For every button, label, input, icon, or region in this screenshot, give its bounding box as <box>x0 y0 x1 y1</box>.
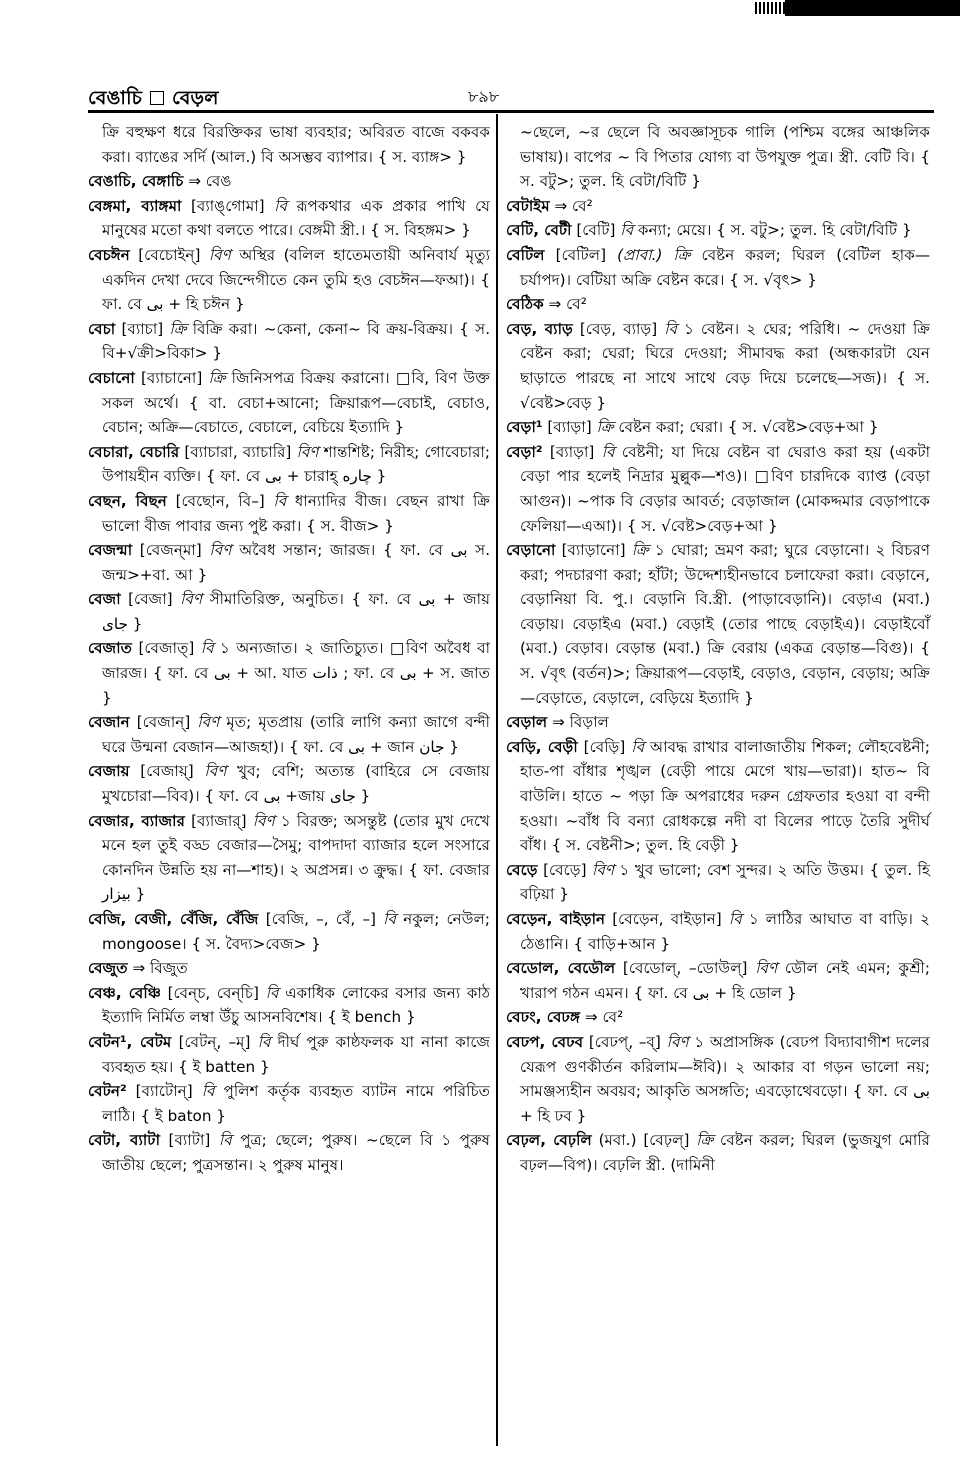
part-of-speech: বিণ <box>180 590 203 609</box>
pronunciation: [ব্যাচানো] <box>140 368 203 387</box>
headword: বেচানো <box>88 368 135 387</box>
part-of-speech: ক্রি <box>696 1131 714 1150</box>
part-of-speech: বি <box>201 1082 215 1101</box>
part-of-speech: বি <box>620 221 634 240</box>
definition: মৃত; মৃতপ্রায় (তারি লাগি কন্যা জাগে বন্দী ঘরে উন্মনা বেজান—আজহা)। { ফা. বে بی + জান جان } <box>102 713 491 756</box>
dictionary-entry <box>88 440 490 489</box>
dictionary-entry <box>88 169 490 194</box>
headword: বেজান <box>88 713 130 732</box>
part-of-speech: ক্রি <box>208 368 226 387</box>
headword: বেঙ্গমা, ব্যাঙ্গমা <box>88 196 182 215</box>
headword: বেটি, বেটী <box>506 221 572 240</box>
pronunciation: [ব্যাজার্‌] <box>191 811 247 830</box>
dictionary-entry <box>88 636 490 710</box>
definition: শান্তশিষ্ট; নিরীহ; গোবেচারা; উপায়হীন ব্যক্তি। { ফা. বে بی + চারাহ্‌ چاره } <box>102 442 491 486</box>
definition: ⇒ বে² <box>548 295 587 314</box>
dictionary-entry <box>88 489 490 538</box>
dictionary-entry <box>506 292 930 317</box>
headword: বেড়, ব্যাড় <box>506 319 573 338</box>
part-of-speech: বি <box>383 910 396 928</box>
dictionary-entry <box>506 194 930 219</box>
definition: ধান্যাদির বীজ। বেছন রাখা ক্রি ভালো বীজ পাবার জন্য পুষ্ট করা। { স. বীজ> } <box>102 491 490 535</box>
definition: কন্যা; মেয়ে। { স. বটু>; তুল. হি বেটা/বিটি } <box>637 221 912 240</box>
headword: বেজাত <box>88 639 133 658</box>
dictionary-entry <box>506 858 930 907</box>
headword: বেঠিক <box>506 295 544 314</box>
pronunciation: [বেজি, –, বেঁ, –] <box>265 910 376 928</box>
headword: বেডোল, বেডৌল <box>506 959 616 978</box>
scan-artifact-fade <box>755 2 785 14</box>
pronunciation: [বেডোল্‌, –ডোউল্‌] <box>622 959 748 978</box>
part-of-speech: বি <box>631 737 645 756</box>
dictionary-entry <box>506 710 930 735</box>
definition: পুলিশ কর্তৃক ব্যবহৃত ব্যাটন নামে পরিচিত লাঠি। { ই baton } <box>102 1082 491 1125</box>
pronunciation: [ব্যাচা] <box>121 319 164 338</box>
pronunciation: [বেজান্‌] <box>136 713 191 732</box>
pronunciation: [ব্যাটা] <box>168 1131 211 1150</box>
page-number: ৮৯৮ <box>468 87 500 106</box>
pronunciation: [ব্যাটোন্‌] <box>135 1082 193 1101</box>
dictionary-entry <box>88 243 490 317</box>
part-of-speech: বি <box>728 910 742 928</box>
definition: ১ বেষ্টন। ২ ঘের; পরিধি। ~ দেওয়া ক্রি বেষ্টন করা; ঘেরা; ঘিরে দেওয়া; সীমাবদ্ধ করা (অন্ধকারটা যেন ছাড়াতে পারছে না সাথে সাথে বেড় দিয়ে চলেছে—সজ)। { স. √বেষ্ট>বেড় } <box>520 319 931 412</box>
dictionary-entry <box>506 735 930 858</box>
part-of-speech: ক্রি <box>169 319 187 338</box>
definition: ১ বিরক্ত; অসন্তুষ্ট (তোর মুখ দেখে মনে হল তুই বড্ড বেজার—সৈমু; বাপদাদা ব্যাজার হলে সংসারে কোনদিন উন্নতি হয় না—শাহ)। ২ অপ্রসন্ন। ৩ ক্রুদ্ধ। { ফা. বেজার بیزار } <box>102 811 491 904</box>
pronunciation: [ব্যাড়া] <box>547 418 592 437</box>
dictionary-entry <box>506 956 930 1005</box>
headword: বেঢপ, বেঢব <box>506 1032 584 1051</box>
header-rule <box>88 110 934 113</box>
headword: বেজায় <box>88 762 130 781</box>
part-of-speech: (প্রাবা.) ক্রি <box>617 245 691 264</box>
definition: ⇒ বিড়াল <box>552 713 609 732</box>
definition: অস্থির (বলিল হাতেমতায়ী অনিবার্য মৃত্যু একদিন দেখা দেবে জিন্দেগীতে কেন তুমি হও বেচঈন—ফআ)। { ফা. বে بی + হি চঈন } <box>102 245 491 314</box>
scan-artifact <box>785 0 960 16</box>
headword: বেড়ে <box>506 860 538 879</box>
dictionary-entry <box>506 243 930 292</box>
part-of-speech: বিণ <box>666 1032 689 1051</box>
headword: বেটন¹, বেটম <box>88 1032 172 1051</box>
part-of-speech: বিণ <box>197 713 220 732</box>
part-of-speech: বি <box>265 983 279 1002</box>
pronunciation: [বেছোন, বি–] <box>175 491 265 510</box>
dictionary-entry <box>88 538 490 587</box>
dictionary-entry <box>506 907 930 956</box>
dictionary-entry <box>506 1030 930 1128</box>
guide-word-first: বেঙাচি <box>88 87 143 109</box>
pronunciation: [বেড়ি] <box>583 737 626 756</box>
dictionary-entry <box>88 1128 490 1177</box>
part-of-speech: বি <box>664 319 678 338</box>
pronunciation: [ব্যাঙ্‌গোমা] <box>190 196 265 215</box>
definition: ক্রি বহুক্ষণ ধরে বিরক্তিকর ভাষা ব্যবহার; অবিরত বাজে বকবক করা। ব্যাঙের সর্দি (আল.) বি অসম্ভব ব্যাপার। { স. ব্যাঙ্গ> } <box>102 123 490 166</box>
pronunciation: [বেড়, ব্যাড়] <box>579 319 658 338</box>
headword: বেজা <box>88 590 121 609</box>
pronunciation: [বেটন্‌, –ম্‌] <box>178 1032 251 1051</box>
dictionary-entry <box>88 194 490 243</box>
pronunciation: [বেচোইন্‌] <box>138 245 201 264</box>
definition: আবদ্ধ রাখার বালাজাতীয় শিকল; লৌহবেষ্টনী; হাত-পা বাঁধার শৃঙ্খল (বেড়ী পায়ে মেগে খায়—ভারা)। হাত~ বি বাউলি। হাতে ~ পড়া ক্রি অপরাধের দরুন গ্রেফতার হওয়া বা বন্দী হওয়া। ~বাঁধ বি বন্যা রোধকল্পে নদী বা বিলের পাড়ে তৈরি সুদীর্ঘ বাঁধ। { স. বেষ্টনী>; তুল. হি বেড়ী } <box>520 737 930 855</box>
entry-continuation <box>506 120 930 194</box>
headword: বেড়া² <box>506 442 543 461</box>
definition: দীর্ঘ পুরু কাষ্ঠফলক যা নানা কাজে ব্যবহৃত হয়। { ই batten } <box>102 1032 491 1076</box>
pronunciation: [বেজা] <box>128 590 173 609</box>
definition: ⇒ বেঙ <box>188 172 232 191</box>
guide-word-last: বেড়ল <box>172 87 219 109</box>
headword: বেচা <box>88 319 116 338</box>
headword: বেটাইম <box>506 196 550 215</box>
headword: বেটন² <box>88 1082 127 1101</box>
definition: নকুল; নেউল; mongoose। { স. বৈদ্য>বেজ> } <box>102 910 490 953</box>
dictionary-entry <box>88 956 490 981</box>
part-of-speech: ক্রি <box>631 541 649 560</box>
definition: বেষ্টন করা; ঘেরা। { স. √বেষ্ট>বেড়+আ } <box>618 418 879 437</box>
headword: বেড়েন, বাইড়ান <box>506 910 606 928</box>
dictionary-entry <box>506 317 930 415</box>
definition: বিক্রি করা। ~কেনা, কেনা~ বি ক্রয়-বিক্রয়। { স. বি+√ক্রী>বিকা> } <box>102 319 491 363</box>
definition: বেষ্টন করল; ঘিরল (বেটিল হাক—চর্যাপদ)। বেটিয়া অক্রি বেষ্টন করে। { স. √বৃৎ> } <box>520 245 931 289</box>
pronunciation: [বেটিল] <box>555 245 607 264</box>
headword: বেজি, বেজী, বেঁজি, বেঁজি <box>88 910 259 928</box>
part-of-speech: বিণ <box>755 959 778 978</box>
pronunciation: [বেজাত্‌] <box>138 639 195 658</box>
definition: ~ছেলে, ~র ছেলে বি অবজ্ঞাসূচক গালি (পশ্চিম বঙ্গের আঞ্চলিক ভাষায়)। বাপের ~ বি পিতার যোগ্য বা উপযুক্ত পুত্র। স্ত্রী. বেটি বি। { স. বটু>; তুল. হি বেটা/বিটি } <box>520 123 930 191</box>
dictionary-entry <box>88 366 490 440</box>
definition: সীমাতিরিক্ত, অনুচিত। { ফা. বে بی + জায় جای } <box>102 590 491 633</box>
right-column <box>506 120 930 1178</box>
headword: বেচারা, বেচারি <box>88 442 180 461</box>
definition: পুত্র; ছেলে; পুরুষ। ~ছেলে বি ১ পুরুষ জাতীয় ছেলে; পুত্রসন্তান। ২ পুরুষ মানুষ। <box>102 1131 491 1174</box>
headword: বেড়াল <box>506 713 548 732</box>
dictionary-entry <box>506 218 930 243</box>
box-separator-icon <box>150 91 164 105</box>
definition: বেষ্টন করল; ঘিরল (ভুজযুগ মোরি বঢ়ল—বিপ)। বেঢ়লি স্ত্রী. (দামিনী <box>520 1131 931 1174</box>
headword: বেড়ানো <box>506 541 556 560</box>
part-of-speech: বিণ <box>209 541 232 560</box>
dictionary-entry <box>88 587 490 636</box>
dictionary-entry <box>506 1005 930 1030</box>
pronunciation: [বেড়েন, বাইড়ান] <box>612 910 722 928</box>
part-of-speech: বি <box>218 1131 232 1150</box>
page-header <box>88 84 928 108</box>
headword: বেড়া¹ <box>506 418 543 437</box>
definition: ⇒ বিজুত <box>132 959 188 978</box>
pronunciation: [বেজায়্‌] <box>140 762 194 781</box>
dictionary-entry <box>506 1128 930 1177</box>
headword: বেটা, ব্যাটা <box>88 1131 160 1150</box>
pronunciation: [বেন্‌চ, বেন্‌চি] <box>167 983 259 1002</box>
definition: ⇒ বে² <box>554 196 593 215</box>
definition: ⇒ বে² <box>584 1008 624 1027</box>
definition: ১ ঘোরা; ভ্রমণ করা; ঘুরে বেড়ানো। ২ বিচরণ করা; পদচারণা করা; হাঁটা; উদ্দেশ্যহীনভাবে চলাফেরা করা। বেড়ানে, বেড়ানিয়া বি. পু.। বেড়ানি বি.স্ত্রী. (পাড়াবেড়ানি)। বেড়াএ (মবা.) বেড়ায়। বেড়াইএ (মবা.) বেড়াই (তোর পাছে বেড়াইএ)। বেড়াইবোঁ (মবা.) বেড়াব। বেড়ান্ত (মবা.) ক্রি বেরায় (একত্র বেড়ান্ত—বিগু)। { স. √বৃৎ (বর্তন)>; ক্রিয়ারূপ—বেড়াই, বেড়াও, বেড়ান, বেড়ায়; অক্রি—বেড়াতে, বেড়ালে, বেড়িয়ে ইত্যাদি } <box>520 541 931 707</box>
definition: ডৌল নেই এমন; কুশ্রী; খারাপ গঠন এমন। { ফা. বে بی + হি ডোল } <box>520 959 931 1002</box>
definition: খুব; বেশি; অত্যন্ত (বাহিরে সে বেজায় মুখচোরা—বিব)। { ফা. বে بی +জায় جای } <box>102 762 491 806</box>
headword: বেঞ্চ, বেঞ্চি <box>88 983 161 1002</box>
part-of-speech: বি <box>601 442 615 461</box>
definition: অবৈধ সন্তান; জারজ। { ফা. বে بی স. জন্ম>+বা. আ } <box>102 541 491 584</box>
dictionary-entry <box>506 538 930 710</box>
dictionary-entry <box>506 415 930 440</box>
definition: ১ অপ্রাসঙ্গিক (বেঢপ বিদ্যাবাগীশ দলের যেরূপ গুণকীর্তন করিলাম—ঈবি)। ২ আকার বা গড়ন ভালো নয়; সামঞ্জস্যহীন অবয়ব; আকৃতি অসঙ্গতি; এবড়োথেবড়ো। { ফা. বে بی + হি ঢব } <box>520 1032 930 1125</box>
part-of-speech: ক্রি <box>596 418 614 437</box>
dictionary-entry <box>88 907 490 956</box>
definition: জিনিসপত্র বিক্রয় করানো। □বি, বিণ উক্ত সকল অর্থে। { বা. বেচা+আনো; ক্রিয়ারূপ—বেচাই, বেচাও, বেচান; অক্রি—বেচাতে, বেচালে, বেচিয়ে ইত্যাদি } <box>102 368 491 437</box>
dictionary-entry <box>88 317 490 366</box>
headword: বেচঈন <box>88 245 130 264</box>
headword: বেড়ি, বেড়ী <box>506 737 578 756</box>
part-of-speech: বি <box>200 639 214 658</box>
part-of-speech: বিণ <box>296 442 319 461</box>
definition: একাধিক লোকের বসার জন্য কাঠ ইত্যাদি নির্মিত লম্বা উঁচু আসনবিশেষ। { ই bench } <box>102 983 491 1027</box>
pronunciation: [ব্যাড়া] <box>549 442 595 461</box>
headword: বেছন, বিছন <box>88 491 167 510</box>
headword: বেঢ়ল, বেঢ়লি <box>506 1131 592 1150</box>
dictionary-entry <box>88 710 490 759</box>
part-of-speech: বিণ <box>252 811 275 830</box>
pronunciation: [বেটি] <box>576 221 616 240</box>
part-of-speech: বি <box>273 491 287 510</box>
part-of-speech: বিণ <box>208 245 231 264</box>
headword: বেজুত <box>88 959 128 978</box>
dictionary-entry <box>88 809 490 907</box>
headword: বেজার, ব্যাজার <box>88 811 185 830</box>
part-of-speech: বিণ <box>204 762 227 781</box>
left-column <box>88 120 490 1178</box>
definition: ১ অন্যজাত। ২ জাতিচ্যুত। □বিণ অবৈধ বা জারজ। { ফা. বে بی + আ. যাত ذات ; ফা. বে بی + স. জাত } <box>102 639 491 707</box>
pronunciation: [ব্যাড়ানো] <box>561 541 626 560</box>
dictionary-entry <box>506 440 930 538</box>
pronunciation: [বেজন্‌মা] <box>139 541 202 560</box>
headword: বেটিল <box>506 245 545 264</box>
part-of-speech: বি <box>274 196 287 215</box>
pronunciation: [ব্যাচারা, ব্যাচারি] <box>184 442 292 461</box>
pronunciation: [বেঢপ্‌, –ব্‌] <box>588 1032 661 1051</box>
definition: বেষ্টনী; যা দিয়ে বেষ্টন বা ঘেরাও করা হয় (একটা বেড়া পার হলেই নিদ্রার মুল্লুক—শও)। □বিণ চারদিকে ব্যাপ্ত (বেড়া আগুন)। ~পাক বি বেড়ার আবর্ত; বেড়াজাল (মোকদ্দমার বেড়াপাকে ফেলিয়া—এআ)। { স. √বেষ্ট>বেড়+আ } <box>520 442 931 535</box>
entry-continuation <box>88 120 490 169</box>
definition: রূপকথার এক প্রকার পাখি যে মানুষের মতো কথা বলতে পারে। বেঙ্গমী স্ত্রী.। { স. বিহঙ্গম> } <box>102 196 490 240</box>
pronunciation: [বেড়ে] <box>543 860 587 879</box>
column-divider <box>496 114 498 1446</box>
headword: বেজন্মা <box>88 541 133 560</box>
dictionary-entry <box>88 1030 490 1079</box>
part-of-speech: বি <box>257 1032 271 1051</box>
pronunciation: (মবা.) [বেঢ়ল্‌] <box>598 1131 690 1150</box>
definition: ১ খুব ভালো; বেশ সুন্দর। ২ অতি উত্তম। { তুল. হি বঢ়িয়া } <box>520 860 931 904</box>
part-of-speech: বিণ <box>592 860 614 879</box>
dictionary-entry <box>88 1079 490 1128</box>
dictionary-entry <box>88 759 490 808</box>
headword: বেঙাচি, বেঙ্গাচি <box>88 172 184 191</box>
definition: ১ লাঠির আঘাত বা বাড়ি। ২ ঠেঙানি। { বাড়ি+আন } <box>520 910 930 953</box>
headword: বেঢং, বেঢঙ্গ <box>506 1008 581 1027</box>
dictionary-entry <box>88 981 490 1030</box>
